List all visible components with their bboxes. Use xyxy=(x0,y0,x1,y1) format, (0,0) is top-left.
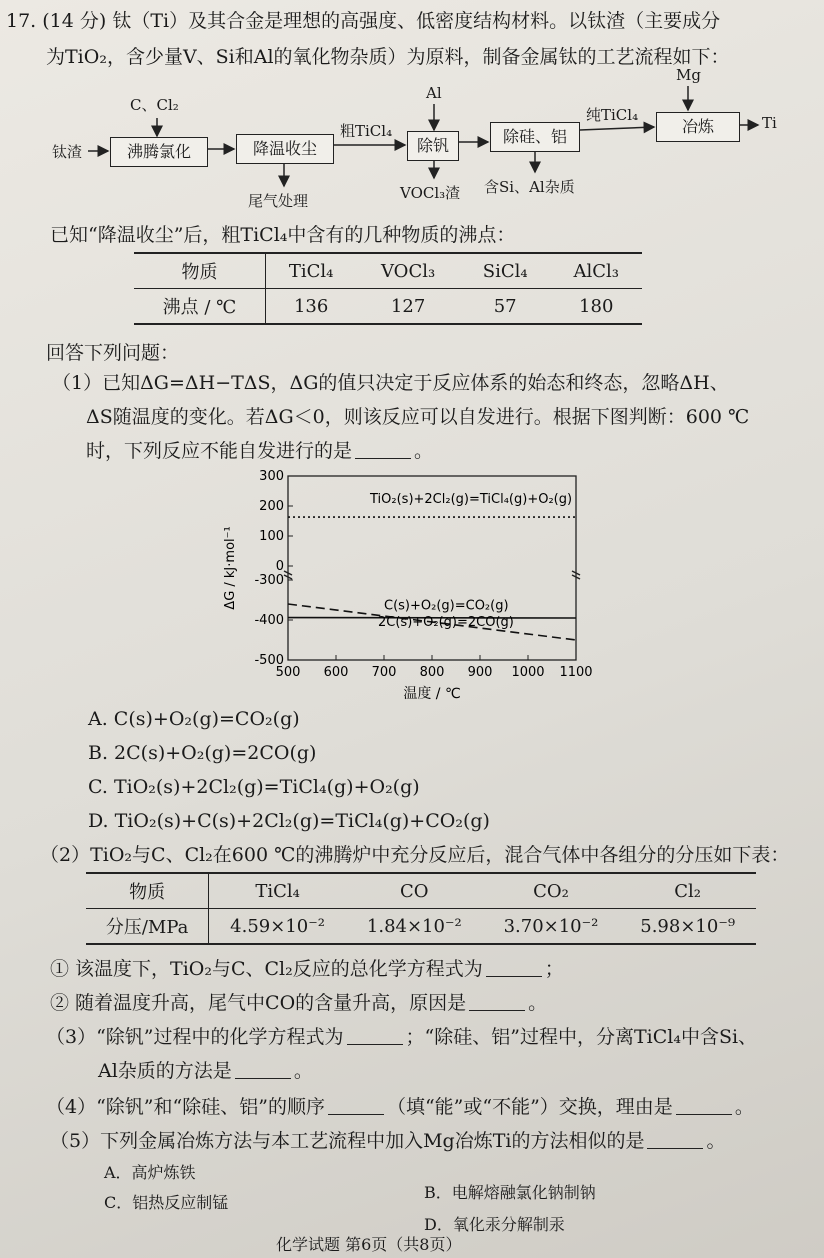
q4-text-b: （填“能”或“不能”）交换，理由是 xyxy=(386,1096,673,1118)
answer-blank xyxy=(647,1130,703,1149)
table-cell: 4.59×10⁻² xyxy=(209,909,346,945)
q5-option-d: D．氧化汞分解制汞 xyxy=(424,1215,565,1234)
q2-line1: （2）TiO₂与C、Cl₂在600 ℃的沸腾炉中充分反应后，混合气体中各组分的分压如下表： xyxy=(40,844,790,866)
flow-reagent-5: Mg xyxy=(676,66,701,84)
q1-line3 xyxy=(86,438,433,464)
flow-arrow-label-crude: 粗TiCl₄ xyxy=(340,122,393,140)
flow-byproduct-3: VOCl₃渣 xyxy=(400,184,461,202)
table-cell: 180 xyxy=(550,289,642,325)
question-17-intro-line1: 17. (14 分) 钛（Ti）及其合金是理想的高强度、低密度结构材料。以钛渣（主要成分 xyxy=(6,10,721,32)
q2-sub1 xyxy=(50,956,564,982)
flow-step-3: 除钒 xyxy=(407,131,459,161)
table-cell: 5.98×10⁻⁹ xyxy=(619,909,756,945)
q3-line1-text-a: （3）“除钒”过程中的化学方程式为 xyxy=(46,1026,344,1048)
x-tick-label: 500 xyxy=(275,665,301,680)
q3-line1 xyxy=(46,1024,757,1050)
q2-sub2-text: ② 随着温度升高，尾气中CO的含量升高，原因是 xyxy=(50,992,467,1014)
table-cell: 127 xyxy=(356,289,460,325)
boiling-point-table xyxy=(134,252,642,325)
q5-text: （5）下列金属冶炼方法与本工艺流程中加入Mg冶炼Ti的方法相似的是 xyxy=(50,1130,645,1152)
table-cell: 沸点 / ℃ xyxy=(134,289,266,325)
question-17-intro-line2: 为TiO₂，含少量V、Si和Al的氧化物杂质）为原料，制备金属钛的工艺流程如下： xyxy=(46,46,730,68)
y-axis-label: ΔG / kJ·mol⁻¹ xyxy=(223,526,238,610)
option-b: B. 2C(s)+O₂(g)=2CO(g) xyxy=(88,742,317,764)
table-cell: TiCl₄ xyxy=(209,873,346,909)
q2-sub1-end: ； xyxy=(544,958,564,980)
table-row xyxy=(134,289,642,325)
series-label: 2C(s)+O₂(g)=2CO(g) xyxy=(378,615,514,630)
table-cell: VOCl₃ xyxy=(356,253,460,289)
delta-g-chart xyxy=(220,464,610,704)
table-row xyxy=(86,909,756,945)
table-cell: 136 xyxy=(266,289,357,325)
q1-line2: ΔS随温度的变化。若ΔG＜0，则该反应可以自发进行。根据下图判断：600 ℃ xyxy=(86,406,750,428)
answer-blank xyxy=(347,1026,403,1045)
answer-intro: 回答下列问题： xyxy=(46,342,180,364)
table-cell: 物质 xyxy=(86,873,209,909)
q3-line2 xyxy=(98,1058,313,1084)
x-tick-label: 700 xyxy=(371,665,397,680)
option-a: A. C(s)+O₂(g)=CO₂(g) xyxy=(88,708,300,730)
option-c: C. TiO₂(s)+2Cl₂(g)=TiCl₄(g)+O₂(g) xyxy=(88,776,420,798)
q4-text-a: （4）“除钒”和“除硅、铝”的顺序 xyxy=(46,1096,325,1118)
q2-sub1-text: ① 该温度下，TiO₂与C、Cl₂反应的总化学方程式为 xyxy=(50,958,483,980)
q3-line1-text-b: ；“除硅、铝”过程中，分离TiCl₄中含Si、 xyxy=(405,1026,758,1048)
q5-option-a: A．高炉炼铁 xyxy=(104,1163,196,1182)
y-tick-label: -400 xyxy=(254,613,284,628)
q3-line2-end: 。 xyxy=(293,1060,313,1082)
y-tick-label: 200 xyxy=(259,499,284,514)
flow-input-label: 钛渣 xyxy=(52,143,83,161)
table-cell: 3.70×10⁻² xyxy=(483,909,620,945)
q5-option-b: B．电解熔融氯化钠制钠 xyxy=(424,1183,596,1202)
q4-text-end: 。 xyxy=(734,1096,754,1118)
q3-line2-text: Al杂质的方法是 xyxy=(98,1060,232,1082)
answer-blank xyxy=(328,1096,384,1115)
table-cell: 57 xyxy=(460,289,551,325)
answer-blank xyxy=(469,992,525,1011)
flow-step-4: 除硅、铝 xyxy=(490,122,580,152)
known-text: 已知“降温收尘”后，粗TiCl₄中含有的几种物质的沸点： xyxy=(50,224,516,246)
flow-step-5: 冶炼 xyxy=(656,112,740,142)
flow-reagent-3: Al xyxy=(426,84,442,102)
q5-text-end: 。 xyxy=(706,1130,726,1152)
y-tick-label: 0 xyxy=(275,559,284,574)
flow-reagent-1: C、Cl₂ xyxy=(130,96,179,114)
q1-line3-text: 时，下列反应不能自发进行的是 xyxy=(86,440,353,462)
answer-blank xyxy=(355,440,411,459)
x-tick-label: 1100 xyxy=(559,665,593,680)
x-tick-label: 600 xyxy=(323,665,349,680)
table-cell: 分压/MPa xyxy=(86,909,209,945)
q1-line1: （1）已知ΔG=ΔH−TΔS，ΔG的值只决定于反应体系的始态和终态，忽略ΔH、 xyxy=(52,372,729,394)
q5-line1 xyxy=(50,1128,725,1154)
answer-blank xyxy=(676,1096,732,1115)
table-cell: Cl₂ xyxy=(619,873,756,909)
page-footer: 化学试题 第6页（共8页） xyxy=(276,1235,462,1254)
x-tick-label: 1000 xyxy=(511,665,545,680)
x-tick-label: 900 xyxy=(467,665,493,680)
flow-byproduct-4: 含Si、Al杂质 xyxy=(484,178,575,196)
flow-step-1: 沸腾氯化 xyxy=(110,137,208,167)
partial-pressure-table xyxy=(86,872,756,945)
x-tick-label: 800 xyxy=(419,665,445,680)
q1-line3-end: 。 xyxy=(414,440,434,462)
option-d: D. TiO₂(s)+C(s)+2Cl₂(g)=TiCl₄(g)+CO₂(g) xyxy=(88,810,490,832)
y-tick-label: 100 xyxy=(259,529,284,544)
q5-option-c: C．铝热反应制锰 xyxy=(104,1193,229,1212)
table-cell: 1.84×10⁻² xyxy=(346,909,483,945)
y-tick-label: -300 xyxy=(254,573,284,588)
answer-blank xyxy=(235,1060,291,1079)
flow-byproduct-2: 尾气处理 xyxy=(248,192,309,210)
table-cell: AlCl₃ xyxy=(550,253,642,289)
table-cell: 物质 xyxy=(134,253,266,289)
y-tick-label: 300 xyxy=(259,469,284,484)
answer-blank xyxy=(486,958,542,977)
table-cell: TiCl₄ xyxy=(266,253,357,289)
table-row xyxy=(134,253,642,289)
series-label: C(s)+O₂(g)=CO₂(g) xyxy=(384,598,509,614)
table-cell: CO xyxy=(346,873,483,909)
q2-sub2-end: 。 xyxy=(528,992,548,1014)
x-axis-label: 温度 / ℃ xyxy=(403,686,461,702)
series-label: TiO₂(s)+2Cl₂(g)=TiCl₄(g)+O₂(g) xyxy=(370,492,573,508)
q2-sub2 xyxy=(50,990,547,1016)
flow-output-label: Ti xyxy=(762,114,777,132)
y-tick-label: -500 xyxy=(254,653,284,668)
table-row xyxy=(86,873,756,909)
flow-arrow-label-pure: 纯TiCl₄ xyxy=(586,106,639,124)
table-cell: CO₂ xyxy=(483,873,620,909)
table-cell: SiCl₄ xyxy=(460,253,551,289)
q4-line xyxy=(46,1094,754,1120)
flow-step-2: 降温收尘 xyxy=(236,134,334,164)
